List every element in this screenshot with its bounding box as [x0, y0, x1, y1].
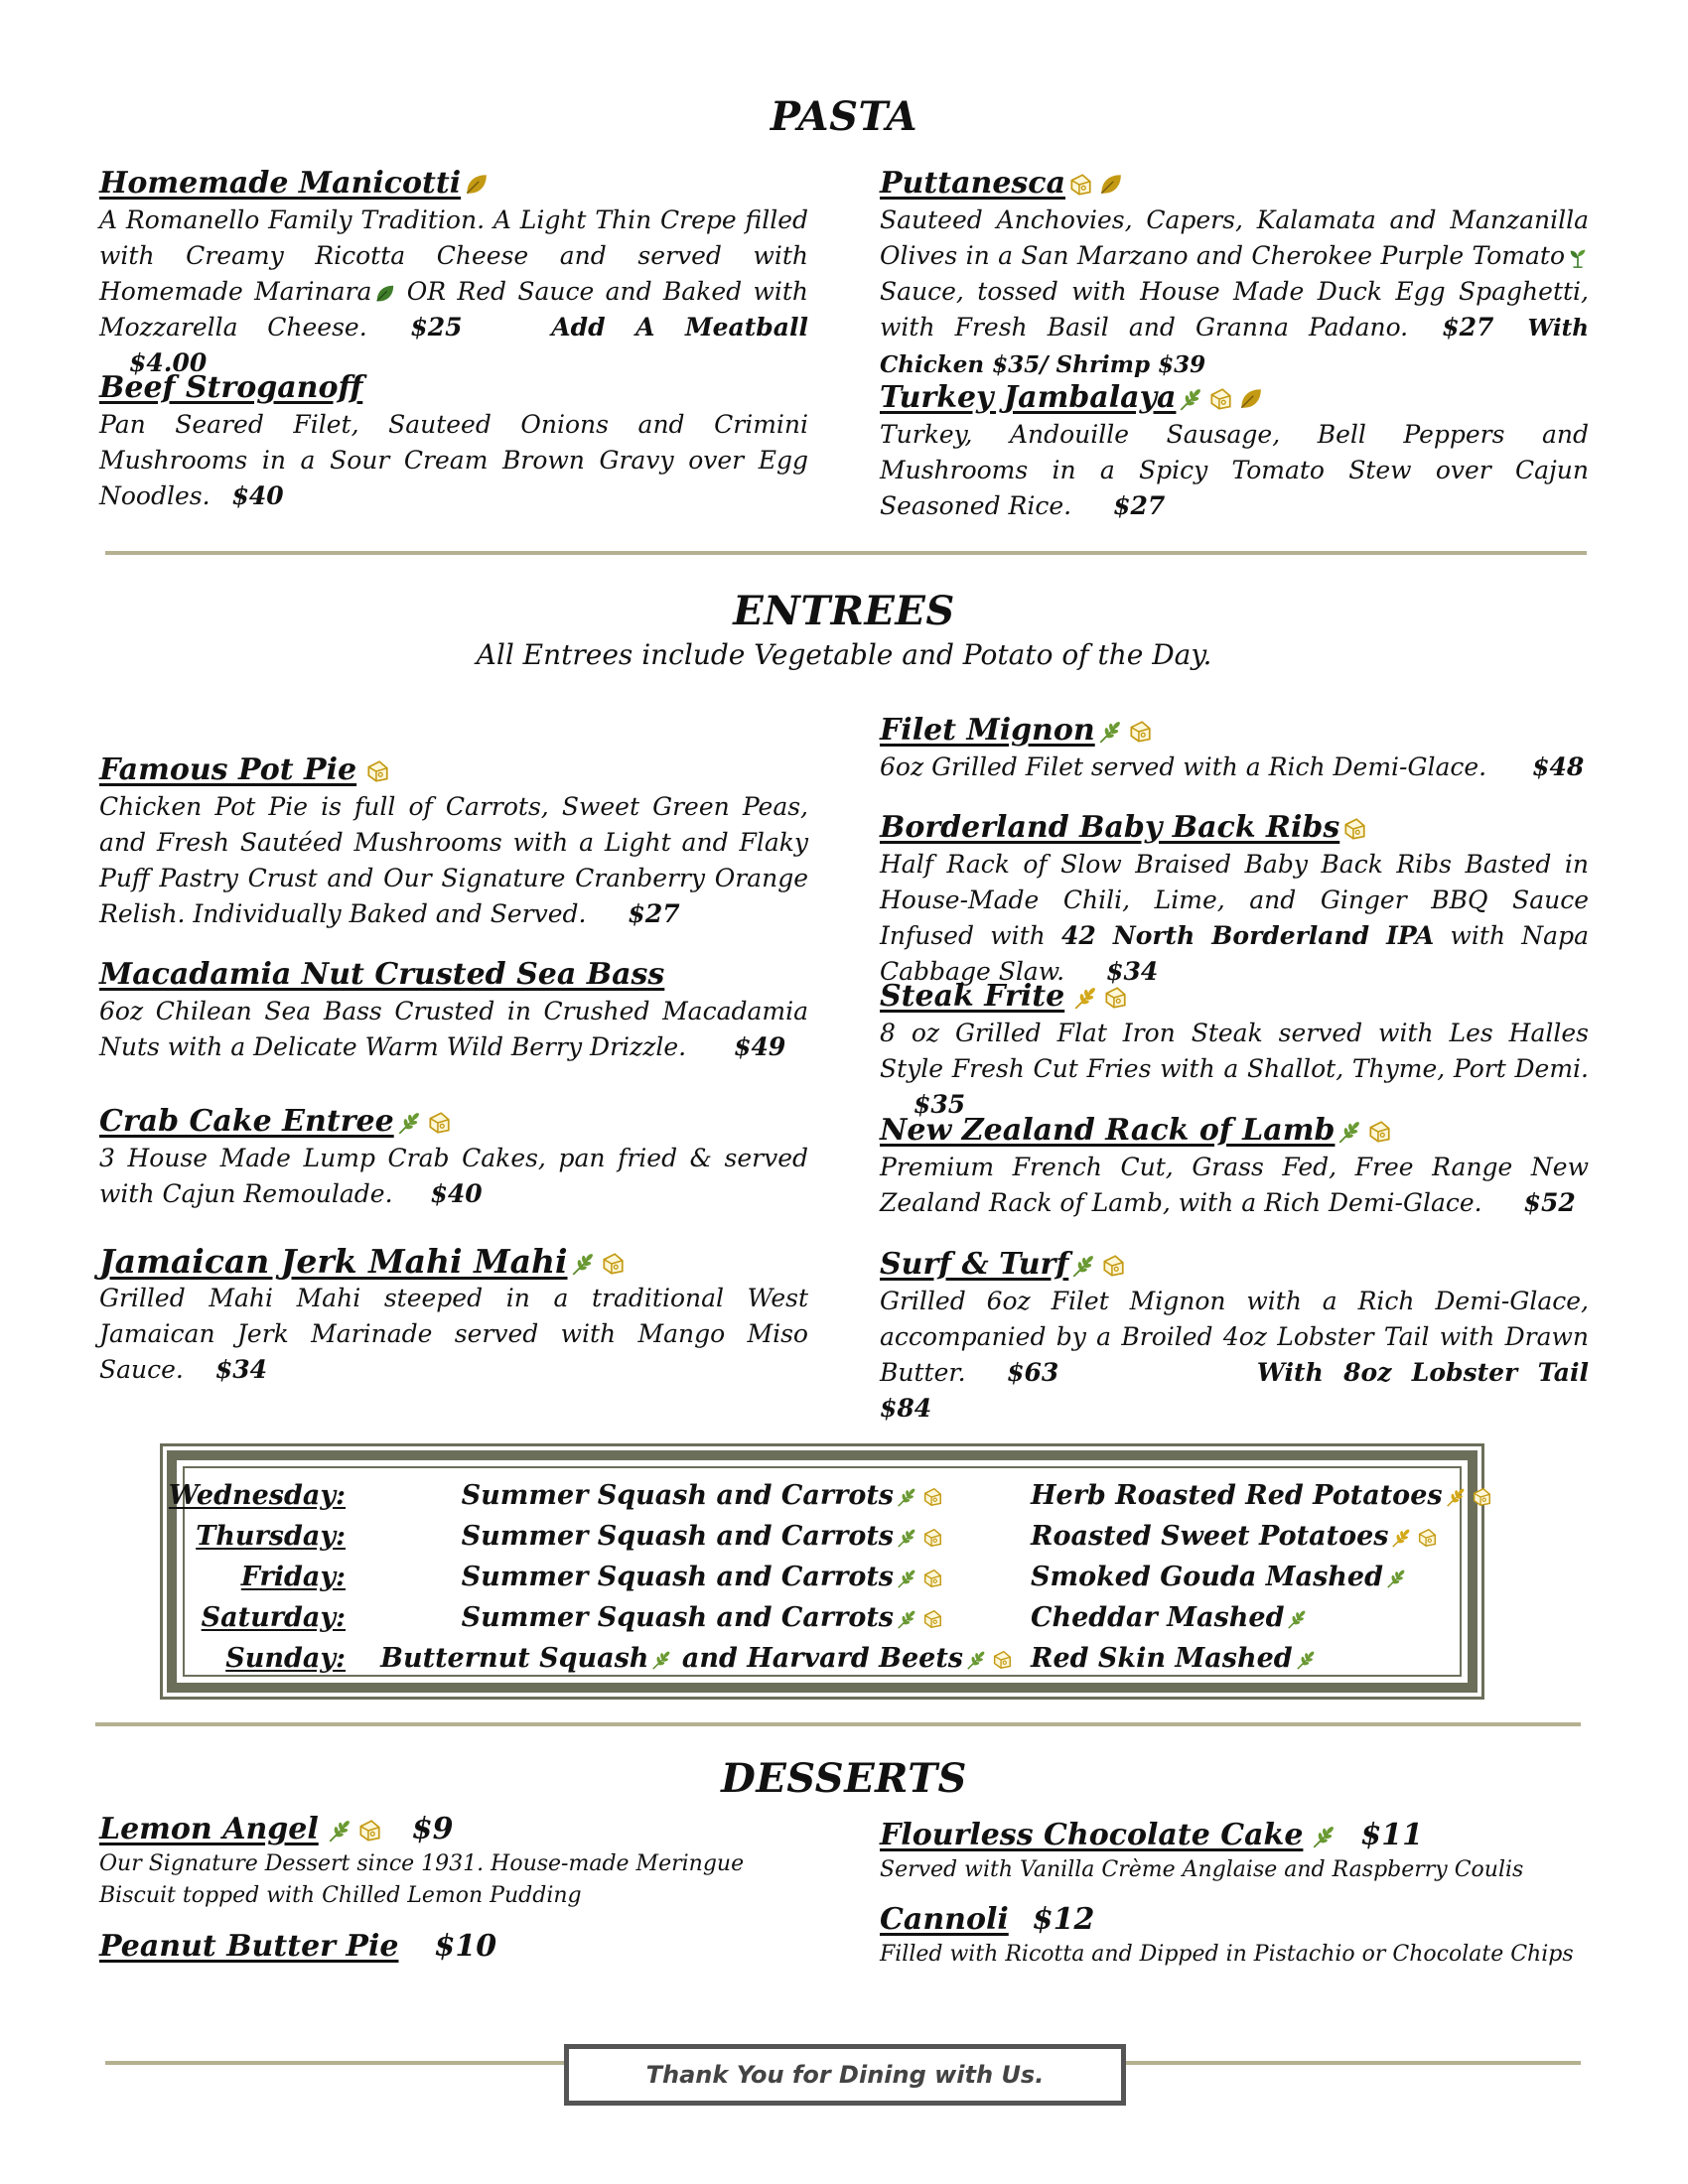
entrees-subtitle: All Entrees include Vegetable and Potato of the Day.: [476, 638, 1212, 671]
item-name: Jamaican Jerk Mahi Mahi: [99, 1242, 568, 1281]
item-description: Premium French Cut, Grass Fed, Free Range New Zealand Rack of Lamb, with a Rich Demi-Glace.: [880, 1153, 1589, 1217]
wheat-gold-icon: [1072, 985, 1098, 1011]
item-price: $34: [214, 1355, 268, 1384]
item-name: Famous Pot Pie: [99, 752, 357, 787]
item-description: Grilled 6oz Filet Mignon with a Rich Demi-Glace, accompanied by a Broiled 4oz Lobster Tail with Drawn Butter.: [880, 1287, 1589, 1387]
item-name: Peanut Butter Pie: [99, 1929, 399, 1964]
menu-item-cannoli: [880, 1901, 1589, 1971]
thank-you-banner: Thank You for Dining with Us.: [564, 2044, 1126, 2106]
wheat-icon: [896, 1568, 917, 1589]
item-description-cont: Sauce, tossed with House Made Duck Egg Spaghetti, with Fresh Basil and Granna Padano.: [880, 277, 1589, 341]
pasta-title: PASTA: [770, 93, 918, 140]
menu-item-crab-cake: [99, 1103, 808, 1212]
item-description-highlight: 42 North Borderland IPA: [1061, 921, 1435, 950]
cheese-icon: [921, 1608, 943, 1630]
vegetable-of-day-cont: and Harvard Beets: [672, 1643, 963, 1674]
menu-item-sea-bass: [99, 956, 808, 1065]
item-name: Macadamia Nut Crusted Sea Bass: [99, 957, 665, 992]
wheat-gold-icon: [1445, 1486, 1467, 1508]
menu-item-pot-pie: [99, 751, 808, 932]
cheese-icon: [1366, 1119, 1392, 1145]
item-name: Turkey Jambalaya: [880, 380, 1177, 415]
section-divider: [95, 1722, 1581, 1726]
cheese-icon: [921, 1527, 943, 1549]
item-name: Beef Stroganoff: [99, 370, 363, 405]
vegetable-of-day: Summer Squash and Carrots: [461, 1521, 894, 1552]
item-price: $27: [1113, 491, 1166, 520]
item-name: Steak Frite: [880, 979, 1065, 1014]
item-description: Served with Vanilla Crème Anglaise and Raspberry Coulis: [880, 1857, 1524, 1882]
wheat-icon: [1178, 386, 1203, 412]
wheat-icon: [1070, 1253, 1096, 1279]
desserts-title: DESSERTS: [721, 1755, 967, 1802]
item-description: 8 oz Grilled Flat Iron Steak served with Les Halles Style Fresh Cut Fries with a Shallot, Thyme, Port Demi.: [880, 1019, 1589, 1083]
item-price: $25: [410, 313, 463, 341]
wheat-icon: [1295, 1649, 1317, 1671]
daily-sides-row: [185, 1598, 1460, 1638]
vegetable-of-day: Summer Squash and Carrots: [461, 1562, 894, 1592]
section-divider: [105, 551, 1587, 555]
menu-item-turkey-jambalaya: [880, 379, 1589, 524]
wheat-icon: [1336, 1119, 1362, 1145]
day-label: Friday:: [240, 1562, 346, 1592]
wheat-icon: [1311, 1824, 1336, 1849]
item-description: Filled with Ricotta and Dipped in Pistachio or Chocolate Chips: [880, 1942, 1574, 1967]
item-price: $49: [734, 1032, 786, 1061]
item-price: $35: [914, 1090, 966, 1119]
item-name: Surf & Turf: [880, 1247, 1069, 1282]
cheese-icon: [364, 758, 390, 784]
item-description: Chicken Pot Pie is full of Carrots, Sweet Green Peas, and Fresh Sautéed Mushrooms with a Light and Flaky Puff Pastry Crust and Our Signature Cranberry Orange Relish. Individually Baked and Served.: [99, 792, 808, 928]
vegetable-of-day: Butternut Squash: [380, 1643, 649, 1674]
cheese-icon: [1100, 1253, 1126, 1279]
item-description: 6oz Grilled Filet served with a Rich Demi-Glace.: [880, 752, 1487, 781]
item-name: Lemon Angel: [99, 1812, 319, 1846]
item-name: Puttanesca: [880, 166, 1066, 201]
item-description: Half Rack of Slow Braised Baby Back Ribs Basted in House-Made Chili, Lime, and Ginger BBQ Sauce Infused with: [880, 850, 1589, 950]
menu-item-manicotti: [99, 165, 808, 381]
item-name: Borderland Baby Back Ribs: [880, 810, 1340, 845]
item-price: $48: [1532, 752, 1585, 781]
item-price: $10: [434, 1929, 497, 1964]
item-description: Our Signature Dessert since 1931. House-made Meringue Biscuit topped with Chilled Lemon Pudding: [99, 1851, 745, 1908]
wheat-icon: [896, 1608, 917, 1630]
daily-sides-row: [168, 1476, 1460, 1516]
cheese-icon: [426, 1110, 452, 1136]
item-price: $9: [411, 1812, 454, 1846]
potato-of-day: Herb Roasted Red Potatoes: [1031, 1480, 1443, 1511]
leaf-icon: [1097, 172, 1123, 198]
menu-item-flourless-chocolate-cake: [880, 1817, 1589, 1886]
wheat-icon: [896, 1486, 917, 1508]
cheese-icon: [356, 1818, 382, 1843]
item-addon: Add A Meatball: [551, 313, 808, 341]
leaf-icon: [463, 172, 489, 198]
item-addon: With Chicken $35/ Shrimp $39: [880, 315, 1589, 378]
daily-sides-row: [185, 1558, 1460, 1597]
day-label: Thursday:: [196, 1521, 346, 1552]
daily-sides-row: [185, 1517, 1460, 1557]
menu-item-surf-and-turf: [880, 1246, 1589, 1427]
wheat-icon: [1097, 719, 1123, 745]
day-label: Sunday:: [225, 1643, 346, 1674]
item-price: $12: [1032, 1902, 1095, 1937]
item-price: $34: [1106, 957, 1159, 986]
menu-item-steak-frite: [880, 978, 1589, 1123]
cheese-icon: [1127, 719, 1153, 745]
menu-item-peanut-butter-pie: [99, 1928, 808, 1966]
item-price: $27: [628, 899, 680, 928]
item-name: Cannoli: [880, 1902, 1009, 1937]
item-description: Pan Seared Filet, Sauteed Onions and Crimini Mushrooms in a Sour Cream Brown Gravy over Egg Noodles.: [99, 410, 808, 510]
item-price: $52: [1523, 1188, 1576, 1217]
wheat-icon: [896, 1527, 917, 1549]
menu-item-rack-of-lamb: [880, 1112, 1589, 1221]
wheat-icon: [396, 1110, 422, 1136]
item-description: A Romanello Family Tradition. A Light Thin Crepe filled with Creamy Ricotta Cheese and served with Homemade Marinara: [99, 205, 808, 306]
item-price: $63: [1007, 1358, 1059, 1387]
potato-of-day: Red Skin Mashed: [1031, 1643, 1293, 1674]
daily-sides-row: [185, 1639, 1460, 1679]
item-price: $11: [1360, 1818, 1424, 1852]
wheat-icon: [650, 1649, 672, 1671]
item-name: Filet Mignon: [880, 713, 1095, 748]
menu-item-filet-mignon: [880, 712, 1589, 785]
wheat-icon: [965, 1649, 987, 1671]
leaf-green-icon: [373, 283, 395, 305]
cheese-icon: [1067, 172, 1093, 198]
item-description: Sauteed Anchovies, Capers, Kalamata and Manzanilla Olives in a San Marzano and Cherokee Purple Tomato: [880, 205, 1589, 270]
wheat-icon: [1286, 1608, 1308, 1630]
item-description: Grilled Mahi Mahi steeped in a traditional West Jamaican Jerk Marinade served with Mango Miso Sauce.: [99, 1284, 808, 1384]
menu-item-puttanesca: [880, 165, 1589, 383]
menu-item-baby-back-ribs: [880, 809, 1589, 990]
wheat-icon: [1385, 1568, 1407, 1589]
item-description-cont: OR Red Sauce and Baked with Mozzarella Cheese.: [99, 277, 808, 341]
item-name: Crab Cake Entree: [99, 1104, 394, 1139]
cheese-icon: [600, 1251, 626, 1277]
cheese-icon: [921, 1486, 943, 1508]
item-addon-price: $4.00: [129, 348, 208, 377]
cheese-icon: [1471, 1486, 1492, 1508]
item-description-cont: with Napa Cabbage Slaw.: [880, 921, 1589, 986]
footer-divider-right: [1126, 2061, 1581, 2065]
vegetable-of-day: Summer Squash and Carrots: [461, 1602, 894, 1633]
cheese-icon: [991, 1649, 1013, 1671]
item-price: $40: [231, 481, 284, 510]
cheese-icon: [1341, 816, 1367, 842]
wheat-gold-icon: [1390, 1527, 1412, 1549]
item-description: 3 House Made Lump Crab Cakes, pan fried & served with Cajun Remoulade.: [99, 1144, 808, 1208]
cheese-icon: [921, 1568, 943, 1589]
item-name: Flourless Chocolate Cake: [880, 1818, 1304, 1852]
entrees-title: ENTREES: [733, 588, 955, 634]
item-description: 6oz Chilean Sea Bass Crusted in Crushed Macadamia Nuts with a Delicate Warm Wild Berry Drizzle.: [99, 997, 808, 1061]
footer-divider-left: [105, 2061, 564, 2065]
daily-sides-box: [167, 1450, 1477, 1693]
menu-item-beef-stroganoff: [99, 369, 808, 514]
menu-item-mahi-mahi: [99, 1243, 808, 1388]
day-label: Wednesday:: [168, 1480, 346, 1511]
sprout-icon: [1567, 247, 1589, 269]
item-description: Turkey, Andouille Sausage, Bell Peppers and Mushrooms in a Spicy Tomato Stew over Cajun Seasoned Rice.: [880, 420, 1589, 520]
menu-item-lemon-angel: [99, 1811, 808, 1912]
potato-of-day: Roasted Sweet Potatoes: [1031, 1521, 1389, 1552]
wheat-icon: [327, 1818, 352, 1843]
item-name: Homemade Manicotti: [99, 166, 462, 201]
potato-of-day: Cheddar Mashed: [1031, 1602, 1285, 1633]
potato-of-day: Smoked Gouda Mashed: [1031, 1562, 1383, 1592]
item-price: $27: [1442, 313, 1494, 341]
item-addon: With 8oz Lobster Tail $84: [880, 1358, 1589, 1423]
cheese-icon: [1416, 1527, 1438, 1549]
leaf-icon: [1237, 386, 1263, 412]
vegetable-of-day: Summer Squash and Carrots: [461, 1480, 894, 1511]
item-name: New Zealand Rack of Lamb: [880, 1113, 1336, 1148]
cheese-icon: [1207, 386, 1233, 412]
day-label: Saturday:: [201, 1602, 346, 1633]
wheat-icon: [570, 1251, 596, 1277]
item-price: $40: [430, 1179, 483, 1208]
cheese-icon: [1102, 985, 1128, 1011]
